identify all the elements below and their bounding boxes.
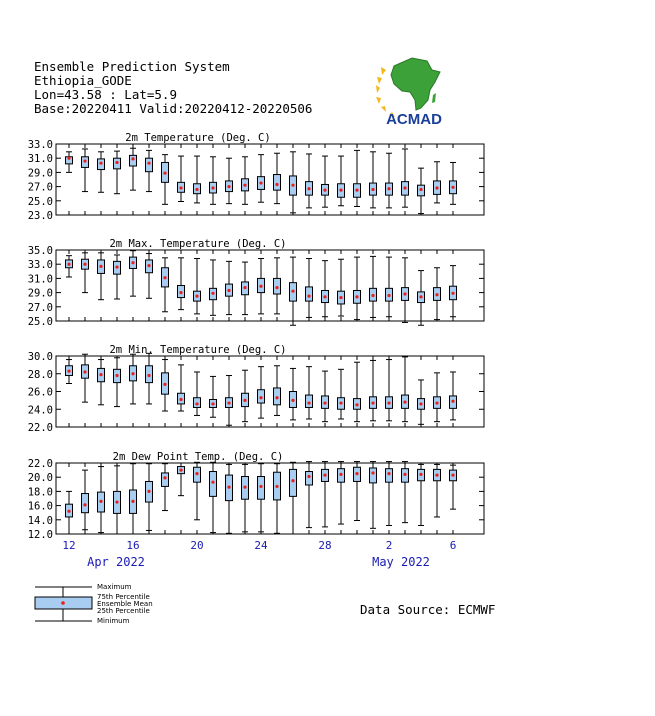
- mean-dot: [83, 159, 86, 162]
- mean-dot: [211, 292, 214, 295]
- y-tick-label: 33.0: [27, 139, 53, 151]
- mean-dot: [291, 290, 294, 293]
- box-day-11: [226, 261, 233, 314]
- mean-dot: [99, 373, 102, 376]
- panel-frame: [56, 144, 484, 215]
- y-tick-label: 22.0: [27, 458, 53, 470]
- panel-4: [28, 451, 484, 541]
- legend-maximum: Maximum: [97, 583, 132, 591]
- x-tick-label: 12: [62, 539, 76, 552]
- mean-dot: [147, 264, 150, 267]
- iqr-box: [146, 158, 153, 171]
- y-tick-label: 16.0: [27, 500, 53, 513]
- box-day-8: [178, 156, 185, 201]
- mean-dot: [99, 162, 102, 165]
- data-source: Data Source: ECMWF: [360, 602, 496, 617]
- y-tick-label: 33.0: [27, 259, 53, 272]
- y-tick-label: 24.0: [27, 404, 53, 417]
- legend-minimum: Minimum: [97, 617, 130, 625]
- mean-dot: [275, 396, 278, 399]
- mean-dot: [275, 485, 278, 488]
- box-day-8: [178, 258, 185, 310]
- mean-dot: [323, 473, 326, 476]
- box-day-6: [146, 353, 153, 404]
- x-tick-label: 28: [318, 539, 332, 552]
- mean-dot: [195, 295, 198, 298]
- box-day-9: [194, 462, 201, 520]
- mean-dot: [291, 479, 294, 482]
- box-day-7: [162, 155, 169, 205]
- iqr-box: [130, 155, 137, 166]
- box-day-14: [274, 153, 281, 203]
- box-day-25: [450, 372, 457, 420]
- mean-dot: [451, 400, 454, 403]
- box-day-20: [370, 462, 377, 529]
- y-tick-label: 22.0: [27, 422, 53, 434]
- y-tick-label: 29.0: [27, 167, 53, 180]
- mean-dot: [147, 162, 150, 165]
- mean-dot: [451, 473, 454, 476]
- box-day-24: [434, 268, 441, 320]
- iqr-box: [306, 395, 313, 407]
- box-day-17: [322, 462, 329, 527]
- mean-dot: [259, 285, 262, 288]
- box-day-21: [386, 153, 393, 208]
- panel-2: [28, 238, 484, 328]
- header-dates: Base:20220411 Valid:20220412-20220506: [34, 101, 313, 116]
- mean-dot: [387, 401, 390, 404]
- x-tick-label: 2: [385, 539, 393, 552]
- box-day-19: [354, 462, 361, 521]
- box-day-24: [434, 162, 441, 203]
- box-day-22: [402, 462, 409, 523]
- mean-dot: [291, 184, 294, 187]
- box-day-7: [162, 258, 169, 312]
- box-day-3: [98, 360, 105, 405]
- x-tick-label: 16: [126, 539, 140, 552]
- iqr-box: [306, 472, 313, 485]
- mean-dot: [131, 500, 134, 503]
- mean-dot: [67, 510, 70, 513]
- y-tick-label: 28.0: [27, 368, 53, 381]
- mean-dot: [419, 473, 422, 476]
- box-day-2: [82, 253, 89, 293]
- mean-dot: [195, 188, 198, 191]
- x-tick-label: 24: [254, 539, 268, 552]
- panel-frame: [56, 250, 484, 321]
- box-day-8: [178, 365, 185, 411]
- mean-dot: [355, 472, 358, 475]
- box-day-19: [354, 362, 361, 421]
- mean-dot: [83, 503, 86, 506]
- box-day-5: [130, 148, 137, 190]
- mean-dot: [179, 291, 182, 294]
- box-day-16: [306, 462, 313, 528]
- mean-dot: [131, 372, 134, 375]
- mean-dot: [195, 472, 198, 475]
- mean-dot: [131, 157, 134, 160]
- box-day-20: [370, 360, 377, 420]
- mean-dot: [291, 399, 294, 402]
- box-day-25: [450, 465, 457, 509]
- y-tick-label: 35.0: [27, 245, 53, 257]
- box-day-12: [242, 370, 249, 421]
- mean-dot: [259, 396, 262, 399]
- mean-dot: [259, 181, 262, 184]
- mean-dot: [99, 500, 102, 503]
- box-day-6: [146, 254, 153, 299]
- mean-dot: [419, 402, 422, 405]
- box-day-1: [66, 491, 73, 534]
- box-day-15: [290, 462, 297, 534]
- mean-dot: [99, 265, 102, 268]
- iqr-box: [82, 494, 89, 513]
- mean-dot: [435, 186, 438, 189]
- mean-dot: [227, 486, 230, 489]
- mean-dot: [163, 172, 166, 175]
- box-day-4: [114, 255, 121, 299]
- y-tick-label: 23.0: [27, 210, 53, 222]
- y-tick-label: 27.0: [27, 181, 53, 194]
- box-day-13: [258, 367, 265, 418]
- iqr-box: [290, 469, 297, 496]
- box-day-15: [290, 152, 297, 213]
- mean-dot: [355, 295, 358, 298]
- mean-dot: [419, 188, 422, 191]
- box-day-24: [434, 464, 441, 517]
- box-day-21: [386, 257, 393, 317]
- box-day-15: [290, 257, 297, 325]
- mean-dot: [307, 401, 310, 404]
- box-day-13: [258, 155, 265, 203]
- mean-dot: [339, 189, 342, 192]
- mean-dot: [147, 374, 150, 377]
- legend-graphic: [35, 587, 92, 621]
- box-day-9: [194, 372, 201, 415]
- iqr-box: [386, 469, 393, 482]
- box-day-14: [274, 366, 281, 416]
- panel-title: 2m Min. Temperature (Deg. C): [109, 344, 287, 356]
- mean-dot: [83, 370, 86, 373]
- y-tick-label: 12.0: [27, 529, 53, 541]
- box-day-22: [402, 357, 409, 422]
- box-day-17: [322, 371, 329, 422]
- mean-dot: [243, 184, 246, 187]
- mean-dot: [339, 296, 342, 299]
- box-day-18: [338, 462, 345, 524]
- box-day-11: [226, 376, 233, 426]
- mean-dot: [131, 261, 134, 264]
- iqr-box: [274, 175, 281, 191]
- y-tick-label: 25.0: [27, 195, 53, 208]
- mean-dot: [371, 471, 374, 474]
- mean-dot: [435, 293, 438, 296]
- mean-dot: [243, 486, 246, 489]
- x-month-label: May 2022: [372, 555, 430, 569]
- box-day-5: [130, 464, 137, 534]
- box-day-7: [162, 464, 169, 511]
- mean-dot: [451, 186, 454, 189]
- legend-mean-dot: [61, 601, 65, 605]
- panel-title: 2m Temperature (Deg. C): [125, 132, 271, 144]
- mean-dot: [115, 374, 118, 377]
- mean-dot: [211, 481, 214, 484]
- mean-dot: [163, 476, 166, 479]
- y-tick-label: 31.0: [27, 153, 53, 166]
- box-day-18: [338, 259, 345, 316]
- mean-dot: [243, 399, 246, 402]
- x-tick-label: 20: [190, 539, 204, 552]
- x-tick-label: 6: [449, 539, 457, 552]
- box-day-4: [114, 151, 121, 194]
- box-day-23: [418, 271, 425, 326]
- box-day-2: [82, 470, 89, 530]
- box-day-13: [258, 259, 265, 314]
- legend-p75: 75th Percentile: [97, 593, 150, 601]
- box-day-9: [194, 259, 201, 314]
- mean-dot: [419, 295, 422, 298]
- box-day-10: [210, 260, 217, 315]
- mean-dot: [371, 294, 374, 297]
- mean-dot: [67, 369, 70, 372]
- mean-dot: [387, 294, 390, 297]
- mean-dot: [163, 276, 166, 279]
- mean-dot: [163, 383, 166, 386]
- box-day-3: [98, 253, 105, 300]
- iqr-box: [162, 473, 169, 486]
- mean-dot: [355, 189, 358, 192]
- panel-3: [28, 344, 484, 434]
- iqr-box: [210, 472, 217, 497]
- box-day-2: [82, 149, 89, 192]
- logo-text: ACMAD: [386, 111, 442, 128]
- box-day-8: [178, 463, 185, 496]
- y-tick-label: 27.0: [27, 301, 53, 314]
- mean-dot: [307, 475, 310, 478]
- mean-dot: [195, 402, 198, 405]
- y-tick-label: 18.0: [27, 486, 53, 499]
- box-day-3: [98, 152, 105, 192]
- box-day-6: [146, 464, 153, 531]
- mean-dot: [339, 473, 342, 476]
- mean-dot: [147, 490, 150, 493]
- box-day-25: [450, 266, 457, 317]
- box-day-12: [242, 262, 249, 315]
- box-day-17: [322, 261, 329, 317]
- mean-dot: [307, 295, 310, 298]
- mean-dot: [451, 292, 454, 295]
- panel-title: 2m Max. Temperature (Deg. C): [109, 238, 287, 250]
- mean-dot: [179, 186, 182, 189]
- mean-dot: [115, 265, 118, 268]
- header-title: Ensemble Prediction System: [34, 59, 230, 74]
- mean-dot: [211, 402, 214, 405]
- mean-dot: [323, 295, 326, 298]
- box-day-4: [114, 466, 121, 534]
- box-day-1: [66, 256, 73, 277]
- mean-dot: [211, 186, 214, 189]
- mean-dot: [275, 286, 278, 289]
- box-day-11: [226, 464, 233, 533]
- box-day-18: [338, 156, 345, 206]
- mean-dot: [435, 473, 438, 476]
- box-day-10: [210, 376, 217, 417]
- box-day-11: [226, 158, 233, 203]
- box-day-20: [370, 152, 377, 208]
- box-day-19: [354, 150, 361, 206]
- y-tick-label: 25.0: [27, 316, 53, 328]
- box-day-3: [98, 467, 105, 533]
- box-day-25: [450, 162, 457, 204]
- box-day-21: [386, 360, 393, 421]
- mean-dot: [179, 469, 182, 472]
- mean-dot: [83, 263, 86, 266]
- box-day-19: [354, 257, 361, 319]
- mean-dot: [227, 185, 230, 188]
- mean-dot: [259, 485, 262, 488]
- box-day-22: [402, 258, 409, 323]
- box-day-1: [66, 152, 73, 173]
- mean-dot: [387, 187, 390, 190]
- header-location: Ethiopia_GODE: [34, 73, 132, 88]
- panel-frame: [56, 356, 484, 427]
- box-day-22: [402, 149, 409, 207]
- mean-dot: [275, 183, 278, 186]
- box-day-14: [274, 258, 281, 314]
- box-day-21: [386, 462, 393, 526]
- y-tick-label: 20.0: [27, 472, 53, 485]
- box-day-9: [194, 156, 201, 203]
- mean-dot: [371, 401, 374, 404]
- x-month-label: Apr 2022: [87, 555, 145, 569]
- mean-dot: [115, 161, 118, 164]
- mean-dot: [67, 157, 70, 160]
- legend-mean: Ensemble Mean: [97, 600, 153, 608]
- box-day-1: [66, 360, 73, 384]
- box-day-15: [290, 368, 297, 419]
- mean-dot: [339, 401, 342, 404]
- box-day-23: [418, 380, 425, 424]
- header-coords: Lon=43.58 : Lat=5.9: [34, 87, 177, 102]
- box-day-5: [130, 251, 137, 296]
- box-day-16: [306, 259, 313, 318]
- mean-dot: [403, 401, 406, 404]
- mean-dot: [243, 286, 246, 289]
- mean-dot: [387, 472, 390, 475]
- box-day-2: [82, 354, 89, 402]
- mean-dot: [403, 186, 406, 189]
- y-tick-label: 31.0: [27, 273, 53, 286]
- box-day-23: [418, 168, 425, 213]
- box-day-23: [418, 464, 425, 525]
- box-day-7: [162, 360, 169, 411]
- box-day-20: [370, 256, 377, 317]
- y-tick-label: 14.0: [27, 514, 53, 527]
- mean-dot: [435, 401, 438, 404]
- box-day-17: [322, 156, 329, 207]
- mean-dot: [227, 289, 230, 292]
- y-tick-label: 30.0: [27, 351, 53, 363]
- mean-dot: [355, 403, 358, 406]
- mean-dot: [307, 187, 310, 190]
- y-tick-label: 29.0: [27, 287, 53, 300]
- panel-1: [28, 132, 484, 222]
- box-day-12: [242, 464, 249, 531]
- mean-dot: [179, 398, 182, 401]
- mean-dot: [371, 188, 374, 191]
- mean-dot: [403, 473, 406, 476]
- box-day-4: [114, 358, 121, 407]
- box-day-13: [258, 464, 265, 532]
- box-day-18: [338, 369, 345, 419]
- box-day-16: [306, 367, 313, 419]
- mean-dot: [323, 401, 326, 404]
- box-day-14: [274, 464, 281, 534]
- iqr-box: [306, 287, 313, 301]
- box-day-10: [210, 157, 217, 205]
- legend-p25: 25th Percentile: [97, 607, 150, 615]
- box-day-6: [146, 150, 153, 191]
- iqr-box: [370, 468, 377, 483]
- box-day-10: [210, 462, 217, 532]
- mean-dot: [227, 401, 230, 404]
- box-day-12: [242, 157, 249, 205]
- y-tick-label: 26.0: [27, 386, 53, 399]
- mean-dot: [323, 189, 326, 192]
- mean-dot: [115, 500, 118, 503]
- mean-dot: [403, 292, 406, 295]
- box-day-24: [434, 373, 441, 422]
- panel-title: 2m Dew Point Temp. (Deg. C): [112, 451, 284, 463]
- box-day-5: [130, 354, 137, 404]
- mean-dot: [67, 263, 70, 266]
- box-day-16: [306, 154, 313, 208]
